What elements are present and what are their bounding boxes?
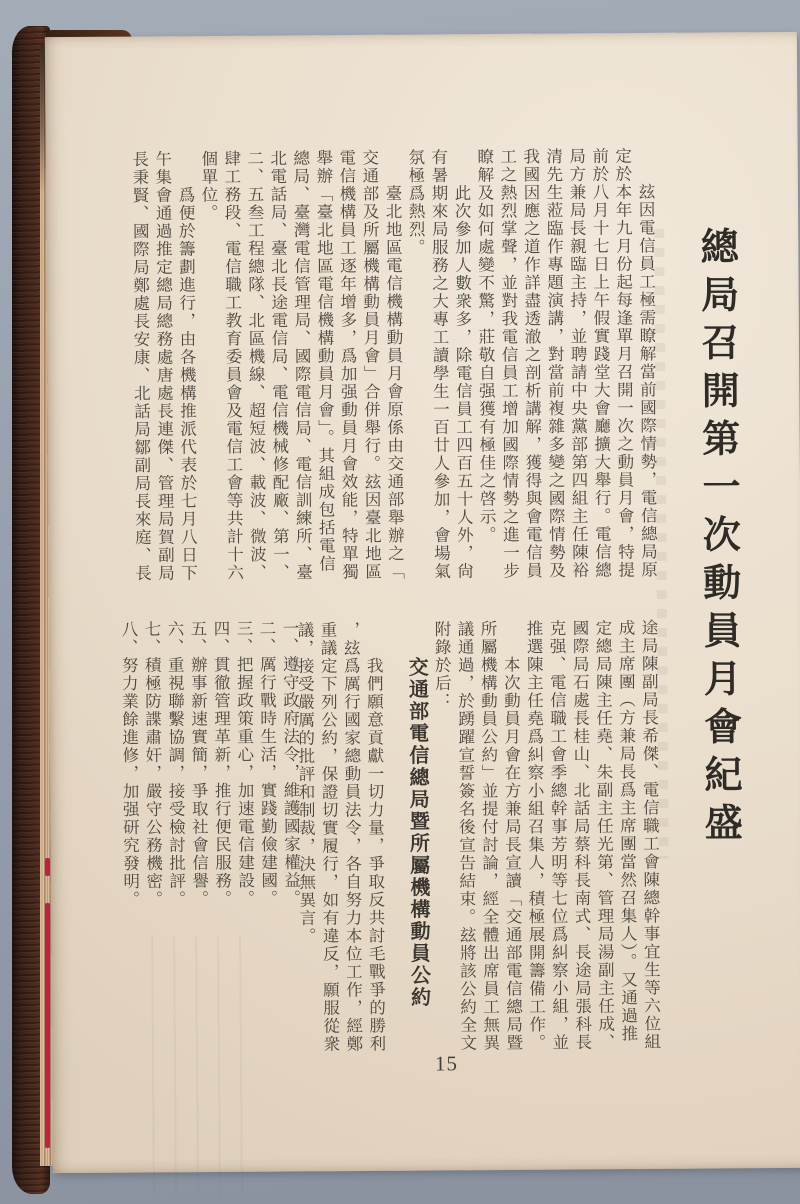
text-column: 途局陳副局長希傑、電信職工會陳總幹事宜生等六位組 <box>638 618 661 1052</box>
text-column: 克强、電信職工會季總幹事芳明等七位爲糾察小組，並 <box>546 619 569 1052</box>
text-column: 定於本年九月份起每逢單月召開一次之動員月會，特提 <box>612 147 635 580</box>
text-column: 所屬機構動員公約」並提付討論，經全體出席員工無異 <box>477 620 500 1053</box>
text-column: 議，接受嚴厲的批評和制裁，決無異言。 <box>294 621 317 946</box>
text-column: 局方兼局長親臨主持，並聘請中央黨部第四組主任陳裕 <box>566 147 589 580</box>
text-column: 三、把握政策重心，加速電信建設。 <box>233 619 255 908</box>
pact-heading: 交通部電信總局暨所屬機構動員公約 <box>405 656 430 1009</box>
text-column: 八、努力業餘進修，加强研究發明。 <box>118 620 140 909</box>
text-column: 重議定下列公約，保證切實履行，如有違反，願服從衆 <box>317 621 340 1054</box>
text-column: 電信機構員工逐年增多，爲加强動員月會效能，特單獨 <box>336 148 359 582</box>
bleedthrough-text <box>151 936 263 1197</box>
text-column: 北電話局、臺北長途電信局、電信機械修配廠、第一、 <box>267 149 290 582</box>
text-column: 推選陳主任堯爲糾察小組召集人，積極展開籌備工作。 <box>523 619 546 1052</box>
text-column: 午集會通過推定總局總務處唐處長連傑、管理局賀副局 <box>152 150 175 583</box>
text-column: 工之熱烈掌聲，並對我電信員工增加國際情勢之進一步 <box>497 147 520 580</box>
text-column: 二、五叁工程總隊、北區機線、超短波、載波、微波、 <box>244 149 267 582</box>
text-column: 有暑期來局服務之大專工讀學生一百廿人參加，會場氣 <box>428 148 451 581</box>
text-column: ，玆爲厲行國家總動員法令，各自努力本位工作，經鄭 <box>340 620 363 1054</box>
red-ribbon-mark <box>45 903 50 1148</box>
text-column: 二、厲行戰時生活，實踐勤儉建國。 <box>256 619 278 908</box>
text-column: 個單位。 <box>198 149 219 223</box>
text-column: 四、貫徹管理革新，推行便民服務。 <box>210 619 232 909</box>
text-column: 肆工務段、電信職工教育委員會及電信工會等共計十六 <box>221 149 244 582</box>
text-column: 我國因應之道作詳盡透澈之剖析講解，獲得與會電信員 <box>520 147 543 580</box>
text-column: 一、遵守政府法令，維護國家權益。 <box>279 619 301 908</box>
text-column: 長秉賢、國際局鄭處長安康、北話局鄒副局長來庭、長 <box>129 150 152 583</box>
text-column: 附錄於后： <box>431 620 452 711</box>
text-column: 清先生蒞臨作專題演講，對當前複雜多變之國際情勢及 <box>543 147 566 580</box>
text-column: 瞭解及如何處變不驚，莊敬自强獲有極佳之啓示。 <box>474 148 497 545</box>
text-column: 總局、臺灣電信管理局、國際電信局、電信訓練所、臺 <box>290 149 313 582</box>
text-column: 六、重視聯繫協調，接受檢討批評。 <box>164 620 186 909</box>
text-column: 五、辦事新速實簡，爭取社會信譽。 <box>187 620 209 909</box>
text-column: 國際局石處長桂山、北話局蔡科長南式、長途局張科長 <box>569 619 592 1052</box>
text-column: 氛極爲熱烈。 <box>405 148 426 257</box>
text-column: 議通過，於踴躍宣誓簽名後宣告結束。玆將該公約全文 <box>454 620 477 1053</box>
text-column: 我們願意貢獻一切力量，爭取反共討毛戰爭的勝利 <box>363 620 386 1053</box>
text-column: 舉辦「臺北地區電信機構動員月會」。其組成包括電信 <box>313 149 336 574</box>
book-page <box>45 32 800 1173</box>
text-column: 交通部及所屬機構動員月會」合併舉行。玆因臺北地區 <box>359 148 382 581</box>
text-column: 臺北地區電信機構動員月會原係由交通部舉辦之「 <box>382 148 405 581</box>
text-column: 爲便於籌劃進行，由各機構推派代表於七月八日下 <box>175 150 198 583</box>
pact-items <box>117 619 303 908</box>
text-column: 定總局陳主任堯、朱副主任光第、管理局湯副主任成、 <box>592 619 615 1052</box>
article-body-upper <box>128 147 660 583</box>
page-number: 15 <box>434 1051 459 1076</box>
text-column: 此次參加人數衆多，除電信員工四百五十人外，尙 <box>451 148 474 581</box>
text-column: 前於八月十七日上午假實踐堂大會廳擴大舉行。電信總 <box>589 147 612 580</box>
pact-preamble <box>293 621 388 1054</box>
red-ribbon-mark-small <box>45 858 50 876</box>
text-column: 成主席團（方兼局長爲主席團當然召集人）。又通過推 <box>615 619 638 1043</box>
article-title: 總局召開第一次動員月會紀盛 <box>694 226 741 851</box>
text-column: 七、積極防諜肅奸，嚴守公務機密。 <box>141 620 163 909</box>
text-column: 玆因電信員工極需瞭解當前國際情勢，電信總局原 <box>635 146 658 580</box>
article-body-lower <box>430 619 663 1053</box>
text-column: 本次動員月會在方兼局長宣讀「交通部電信總局暨 <box>500 619 523 1052</box>
